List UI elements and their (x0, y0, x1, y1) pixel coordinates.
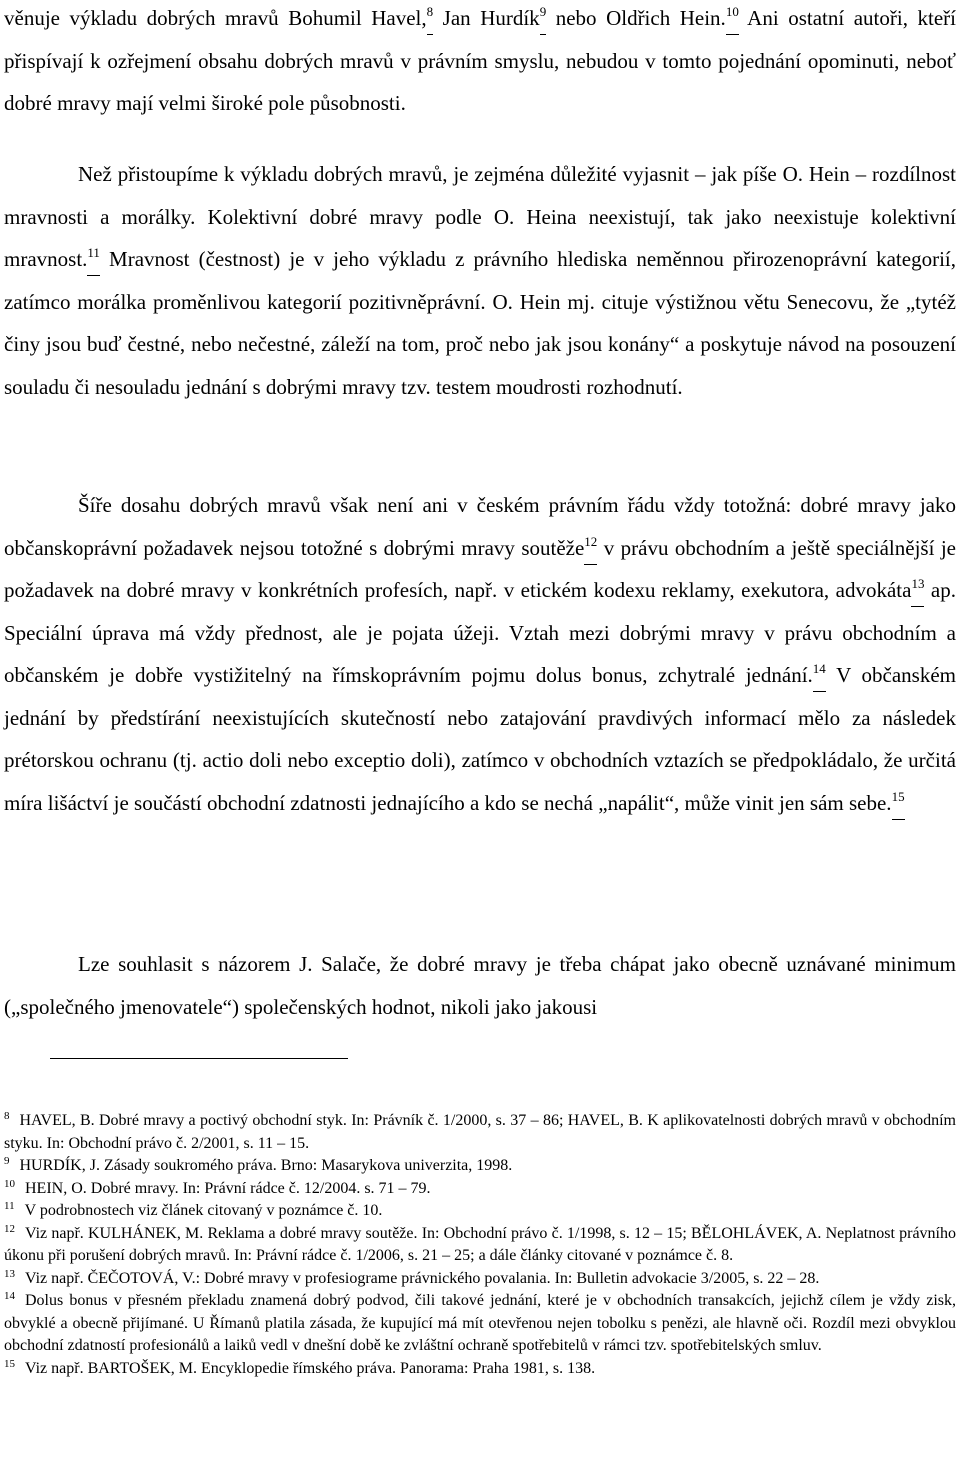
footnote-12 (4, 1223, 956, 1268)
paragraph-hein (4, 153, 956, 408)
footnote-number: 9 (4, 1155, 10, 1167)
footnote-separator (50, 1058, 348, 1059)
text-run: Mravnost (čestnost) je v jeho výkladu z právního hlediska neměnnou přirozenoprávní kategorií, zatímco morálka proměnlivou kategorií pozitivněprávní. O. Hein mj. cituje výstižnou větu Senecovu, že „tytéž činy jsou buď čestné, nebo nečestné, záleží na tom, proč nebo jak jsou konány“ a poskytuje návod na posouzení souladu či nesouladu jednání s dobrými mravy tzv. testem moudrosti rozhodnutí. (4, 247, 956, 399)
footnote-number: 8 (4, 1110, 10, 1122)
text-run: ap. Speciální úprava má vždy přednost, ale je pojata úžeji. Vztah mezi dobrými mravy v právu obchodním a občanském je dobře vystižitelný na římskoprávním pojmu dolus bonus, zchytralé jednání. (4, 578, 956, 687)
footnote-number: 10 (4, 1177, 15, 1190)
footnote-8 (4, 1110, 956, 1155)
footnote-14 (4, 1290, 956, 1358)
footnote-number: 12 (4, 1222, 15, 1235)
paragraph-scope (4, 484, 956, 824)
footnote-10 (4, 1178, 956, 1201)
footnote-11 (4, 1200, 956, 1223)
footnote-ref-9[interactable]: 9 (539, 4, 547, 19)
footnote-ref-15[interactable]: 15 (891, 788, 905, 804)
text-run: Šíře dosahu dobrých mravů však není ani v českém právním řádu vždy totožná: dobré mravy jako občanskoprávní požadavek nejsou totožné s dobrými mravy soutěže (4, 493, 956, 560)
text-run: Než přistoupíme k výkladu dobrých mravů, je zejména důležité vyjasnit – jak píše O. Hein – rozdílnost mravnosti a morálky. Kolektivní dobré mravy podle O. Heina neexistují, tak jako neexistuje kolektivní mravnost. (4, 162, 956, 271)
footnote-text: HURDÍK, J. Zásady soukromého práva. Brno: Masarykova univerzita, 1998. (19, 1157, 513, 1174)
footnotes-section (4, 1110, 956, 1380)
footnote-ref-10[interactable]: 10 (725, 4, 739, 19)
text-run: Lze souhlasit s názorem J. Salače, že dobré mravy je třeba chápat jako obecně uznávané minimum („společného jmenovatele“) společenských hodnot, nikoli jako jakousi (4, 952, 956, 1019)
text-run: V občanském jednání by předstírání neexistujících skutečností nebo zatajování pravdivých informací mělo za následek prétorskou ochranu (tj. actio doli nebo exceptio doli), zatímco v obchodních vztazích se předpokládalo, že určitá míra lišáctví je součástí obchodní zdatnosti jednajícího a kdo se nechá „napálit“, může vinit jen sám sebe. (4, 663, 956, 815)
footnote-9 (4, 1155, 956, 1178)
footnote-number: 14 (4, 1290, 15, 1302)
footnote-text: Dolus bonus v přesném překladu znamená dobrý podvod, čili takové jednání, které je v obchodních transakcích, jejichž cílem je vždy zisk, obvyklé a obecně přijímané. U Římanů platila zásada, že kupující má mít otevřenou nejen tobolku s penězi, ale hlavně oči. Rozdíl mezi obvyklou obchodní zdatností profesionálů a laiků vedl v dnešní době ke zvláštní ochraně spotřebitelů v rámci tzv. spotřebitelských smluv. (4, 1292, 956, 1354)
text-run: v právu obchodním a ještě speciálnější je požadavek na dobré mravy v konkrétních profesích, např. v etickém kodexu reklamy, exekutora, advokáta (4, 535, 956, 602)
footnote-text: Viz např. BARTOŠEK, M. Encyklopedie římského práva. Panorama: Praha 1981, s. 138. (25, 1359, 596, 1377)
footnote-text: Viz např. ČEČOTOVÁ, V.: Dobré mravy v profesiograme právnického povalania. In: Bulletin advokacie 3/2005, s. 22 – 28. (25, 1269, 820, 1287)
footnote-15 (4, 1358, 956, 1381)
footnote-text: HEIN, O. Dobré mravy. In: Právní rádce č. 12/2004. s. 71 – 79. (25, 1179, 431, 1197)
footnote-number: 15 (4, 1357, 15, 1370)
footnote-text: V podrobnostech viz článek citovaný v poznámce č. 10. (24, 1202, 383, 1219)
footnote-number: 13 (4, 1267, 15, 1280)
text-run: Ani ostatní autoři, kteří přispívají k ozřejmení obsahu dobrých mravů v právním smyslu, nebudou v tomto pojednání opominuti, neboť dobré mravy mají velmi široké pole působnosti. (4, 6, 956, 115)
footnote-13 (4, 1268, 956, 1291)
paragraph-salac (4, 943, 956, 1028)
footnote-ref-14[interactable]: 14 (812, 661, 826, 676)
footnote-ref-11[interactable]: 11 (87, 245, 100, 260)
footnote-ref-12[interactable]: 12 (584, 533, 598, 549)
text-run: Jan Hurdík (433, 6, 540, 30)
footnote-text: HAVEL, B. Dobré mravy a poctivý obchodní styk. In: Právník č. 1/2000, s. 37 – 86; HAVEL, B. K aplikovatelnosti dobrých mravů v obchodním styku. In: Obchodní právo č. 2/2001, s. 11 – 15. (4, 1112, 956, 1152)
footnote-ref-13[interactable]: 13 (911, 576, 925, 591)
paragraph-continuation (4, 0, 956, 125)
footnote-ref-8[interactable]: 8 (426, 4, 434, 19)
text-run: nebo Oldřich Hein. (546, 6, 726, 30)
footnote-text: Viz např. KULHÁNEK, M. Reklama a dobré mravy soutěže. In: Obchodní právo č. 1/1998, s. 12 – 15; BĚLOHLÁVEK, A. Neplatnost právního úkonu při porušení dobrých mravů. In: Právní rádce č. 1/2006, s. 21 – 25; a dále články citované v poznámce č. 8. (4, 1224, 956, 1264)
footnote-number: 11 (4, 1200, 15, 1212)
text-run: věnuje výkladu dobrých mravů Bohumil Havel, (4, 6, 427, 30)
